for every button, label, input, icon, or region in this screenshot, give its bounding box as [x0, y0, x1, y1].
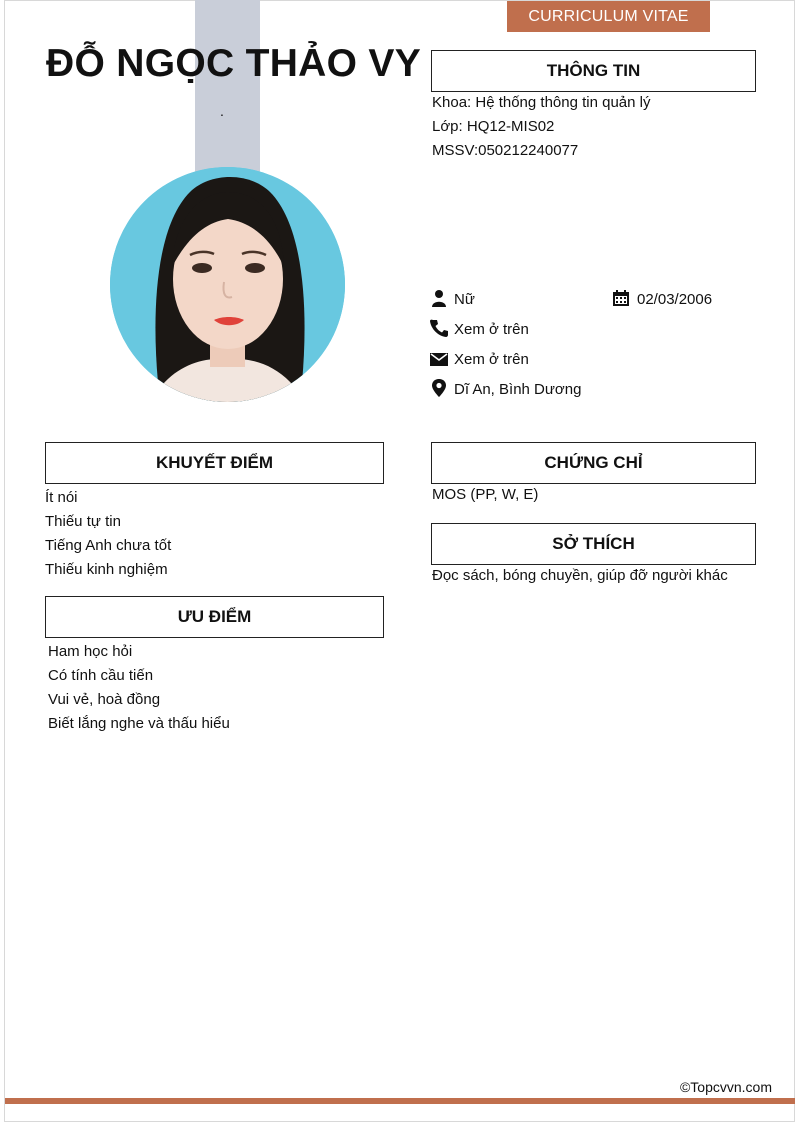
info-gender: Nữ [454, 291, 475, 308]
cv-banner: CURRICULUM VITAE [507, 1, 710, 32]
profile-photo [110, 167, 345, 402]
user-icon [430, 289, 448, 307]
phone-icon [430, 319, 448, 337]
certificates-heading: CHỨNG CHỈ [431, 442, 756, 484]
hobbies-text: Đọc sách, bóng chuyền, giúp đỡ người khác [432, 567, 728, 584]
certificates-text: MOS (PP, W, E) [432, 486, 539, 503]
info-birthdate: 02/03/2006 [637, 291, 713, 308]
strength-item: Biết lắng nghe và thấu hiểu [48, 715, 230, 732]
name-dot: . [220, 103, 224, 119]
info-class: Lớp: HQ12-MIS02 [432, 118, 555, 135]
strength-item: Ham học hỏi [48, 643, 133, 660]
footer-credit: ©Topcvvn.com [679, 1079, 772, 1095]
calendar-icon [612, 289, 630, 307]
weakness-item: Tiếng Anh chưa tốt [45, 537, 172, 554]
weakness-item: Thiếu kinh nghiệm [45, 561, 168, 578]
strengths-heading: ƯU ĐIỂM [45, 596, 384, 638]
strength-item: Có tính cầu tiến [48, 667, 154, 684]
hobbies-heading: SỞ THÍCH [431, 523, 756, 565]
weakness-item: Ít nói [45, 489, 78, 506]
strength-item: Vui vẻ, hoà đồng [48, 691, 161, 708]
info-address: Dĩ An, Bình Dương [454, 381, 582, 398]
info-student-id: MSSV:050212240077 [432, 142, 579, 159]
location-icon [430, 379, 448, 397]
decorative-stripe [195, 0, 260, 172]
mail-icon [430, 350, 448, 368]
footer-line [5, 1098, 795, 1104]
info-heading: THÔNG TIN [431, 50, 756, 92]
info-phone: Xem ở trên [454, 321, 529, 338]
info-email: Xem ở trên [454, 351, 529, 368]
candidate-name: ĐỖ NGỌC THẢO VY [46, 42, 422, 85]
info-faculty: Khoa: Hệ thống thông tin quản lý [432, 94, 651, 111]
weaknesses-heading: KHUYẾT ĐIỂM [45, 442, 384, 484]
weakness-item: Thiếu tự tin [45, 513, 121, 530]
